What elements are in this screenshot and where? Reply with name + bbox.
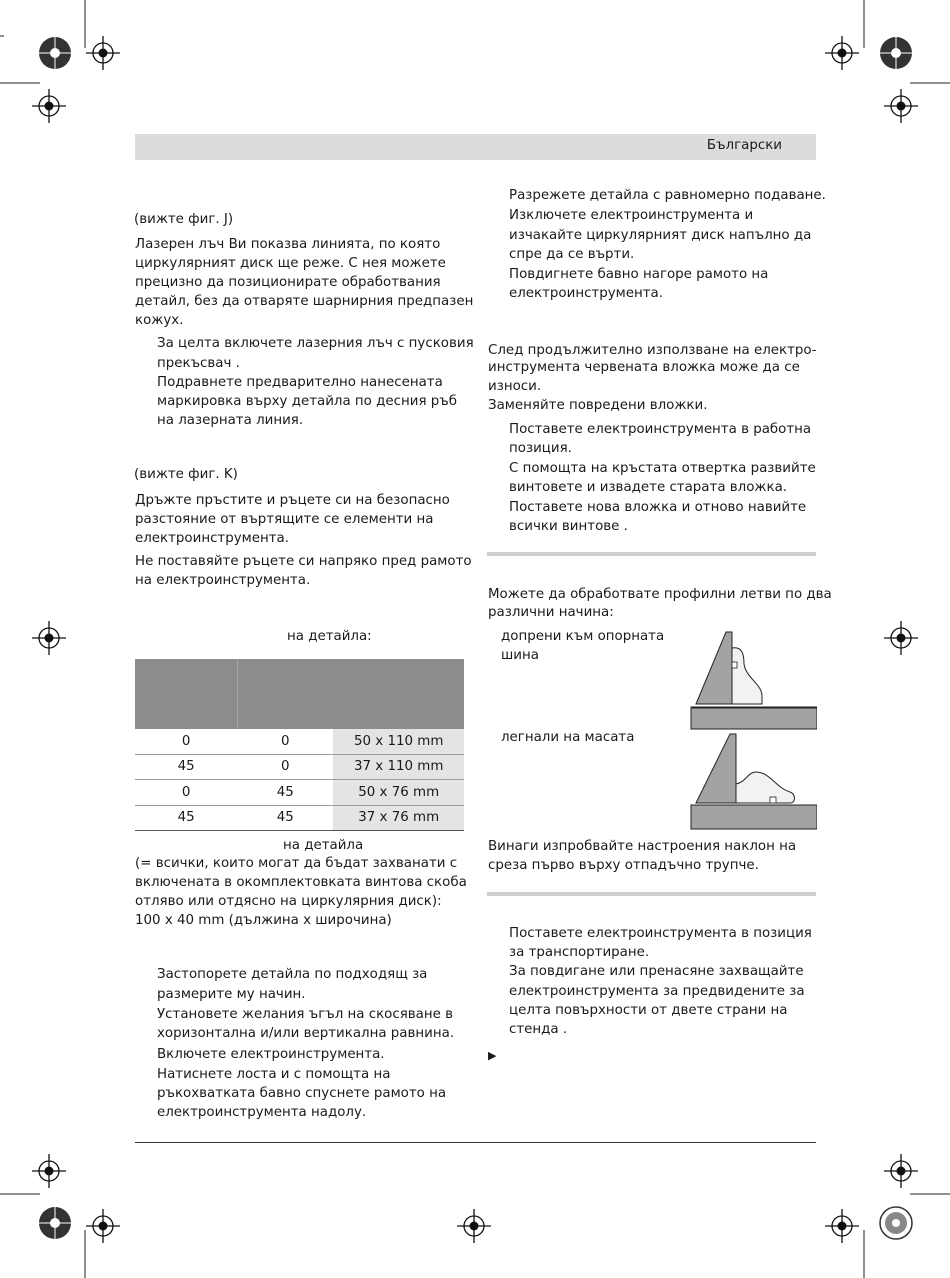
- transport-step-line: електроинструмента за предвидените за: [509, 984, 805, 999]
- laser-text-line: прецизно да позиционирате обработвания: [135, 275, 441, 290]
- laser-step-line: на лазерната линия.: [157, 413, 304, 428]
- insert-text-line: Заменяйте повредени вложки.: [488, 398, 708, 413]
- hand-text-line: електроинструмента.: [135, 531, 290, 546]
- laser-text-line: кожух.: [135, 313, 184, 328]
- transport-step-line: стенда .: [509, 1022, 568, 1037]
- profile-against-fence-figure: [690, 628, 817, 730]
- insert-step-line: винтовете и извадете старата вложка.: [509, 480, 788, 495]
- hand-text-line: на електроинструмента.: [135, 573, 311, 588]
- laser-ref: (вижте фиг. J): [134, 212, 234, 227]
- hand-ref: (вижте фиг. K): [134, 467, 238, 482]
- insert-step-line: С помощта на кръстата отвертка развийте: [509, 461, 816, 476]
- section-divider: [487, 552, 816, 556]
- table-cell: 50 x 110 mm: [333, 729, 464, 754]
- table-header-cell: [135, 659, 237, 729]
- table-header-row: [135, 659, 464, 729]
- cut-step-line: Включете електроинструмента.: [157, 1047, 385, 1062]
- min-text-line: отляво или отдясно на циркулярния диск):: [135, 894, 442, 909]
- hand-text-line: Дръжте пръстите и ръцете си на безопасно: [135, 493, 450, 508]
- min-title: на детайла: [283, 838, 364, 853]
- min-text-line: 100 x 40 mm (дължина x широчина): [135, 913, 392, 928]
- profile-tip-line: Винаги изпробвайте настроения наклон на: [488, 839, 797, 854]
- insert-step-line: Поставете нова вложка и отново навийте: [509, 500, 807, 515]
- insert-step-line: позиция.: [509, 441, 572, 456]
- laser-step-line: прекъсвач .: [157, 356, 240, 371]
- profile-intro-line: Можете да обработвате профилни летви по два: [488, 587, 832, 602]
- laser-text-line: циркулярният диск ще реже. С нея можете: [135, 256, 446, 271]
- hand-text-line: Не поставяйте ръцете си напряко пред рамото: [135, 554, 472, 569]
- profile-option-1-line: допрени към опорната: [501, 629, 665, 644]
- profile-tip-line: среза първо върху отпадъчно трупче.: [488, 858, 759, 873]
- laser-step-line: маркировка върху детайла по десния ръб: [157, 394, 457, 409]
- insert-text-line: След продължително използване на електро-: [488, 343, 817, 358]
- cut-step-line: Установете желания ъгъл на скосяване в: [157, 1007, 454, 1022]
- table-cell: 0: [237, 729, 333, 754]
- min-text-line: (= всички, които могат да бъдат захванати с: [135, 856, 458, 871]
- hand-text-line: разстояние от въртящите се елементи на: [135, 512, 434, 527]
- table-row: [135, 754, 464, 780]
- profile-intro-line: различни начина:: [488, 605, 614, 620]
- profile-option-2: легнали на масата: [501, 730, 635, 745]
- table-row: [135, 780, 464, 806]
- table-cell: 0: [135, 780, 237, 806]
- cut-cont-line: спре да се върти.: [509, 247, 635, 262]
- table-header-cell: [333, 659, 464, 729]
- cut-cont-line: Разрежете детайла с равномерно подаване.: [509, 188, 826, 203]
- laser-step-line: Подравнете предварително нанесената: [157, 375, 443, 390]
- warning-arrow-icon: ▶: [488, 1049, 497, 1062]
- table-cell: 0: [135, 729, 237, 754]
- header-language: Български: [706, 138, 782, 153]
- section-divider: [487, 892, 816, 896]
- laser-text-line: детайл, без да отваряте шарнирния предпазен: [135, 294, 474, 309]
- workpiece-size-table: [135, 659, 464, 831]
- insert-step-line: всички винтове .: [509, 519, 628, 534]
- transport-step-line: Поставете електроинструмента в позиция: [509, 926, 812, 941]
- cut-step-line: Застопорете детайла по подходящ за: [157, 967, 428, 982]
- insert-text-line: износи.: [488, 379, 542, 394]
- table-cell: 45: [135, 805, 237, 831]
- laser-step-line: За целта включете лазерния лъч с пусковия: [157, 336, 474, 351]
- table-title: на детайла:: [287, 629, 372, 644]
- cut-step-line: електроинструмента надолу.: [157, 1105, 367, 1120]
- transport-step-line: За повдигане или пренасяне захващайте: [509, 964, 804, 979]
- table-row: [135, 805, 464, 831]
- cut-step-line: ръкохватката бавно спуснете рамото на: [157, 1086, 447, 1101]
- transport-step-line: за транспортиране.: [509, 945, 650, 960]
- insert-text-line: инструмента червената вложка може да се: [488, 360, 800, 375]
- cut-cont-line: Изключете електроинструмента и: [509, 208, 754, 223]
- min-text-line: включената в окомплектовката винтова скоба: [135, 875, 467, 890]
- table-row: [135, 729, 464, 754]
- cut-cont-line: електроинструмента.: [509, 286, 664, 301]
- footer-rule: [135, 1142, 816, 1143]
- table-cell: 50 x 76 mm: [333, 780, 464, 806]
- cut-cont-line: изчакайте циркулярният диск напълно да: [509, 228, 812, 243]
- profile-option-1-line: шина: [501, 648, 539, 663]
- table-header-cell: [237, 659, 333, 729]
- table-cell: 45: [237, 805, 333, 831]
- transport-step-line: целта повърхности от двете страни на: [509, 1003, 788, 1018]
- table-cell: 45: [135, 754, 237, 780]
- cut-step-line: размерите му начин.: [157, 987, 306, 1002]
- header-bar: [135, 134, 816, 160]
- insert-step-line: Поставете електроинструмента в работна: [509, 422, 812, 437]
- table-cell: 37 x 76 mm: [333, 805, 464, 831]
- laser-text-line: Лазерен лъч Ви показва линията, по която: [135, 237, 441, 252]
- cut-step-line: хоризонтална и/или вертикална равнина.: [157, 1026, 455, 1041]
- cut-cont-line: Повдигнете бавно нагоре рамото на: [509, 267, 769, 282]
- table-cell: 37 x 110 mm: [333, 754, 464, 780]
- cut-step-line: Натиснете лоста и с помощта на: [157, 1067, 391, 1082]
- table-cell: 45: [237, 780, 333, 806]
- table-cell: 0: [237, 754, 333, 780]
- profile-flat-on-table-figure: [690, 732, 817, 830]
